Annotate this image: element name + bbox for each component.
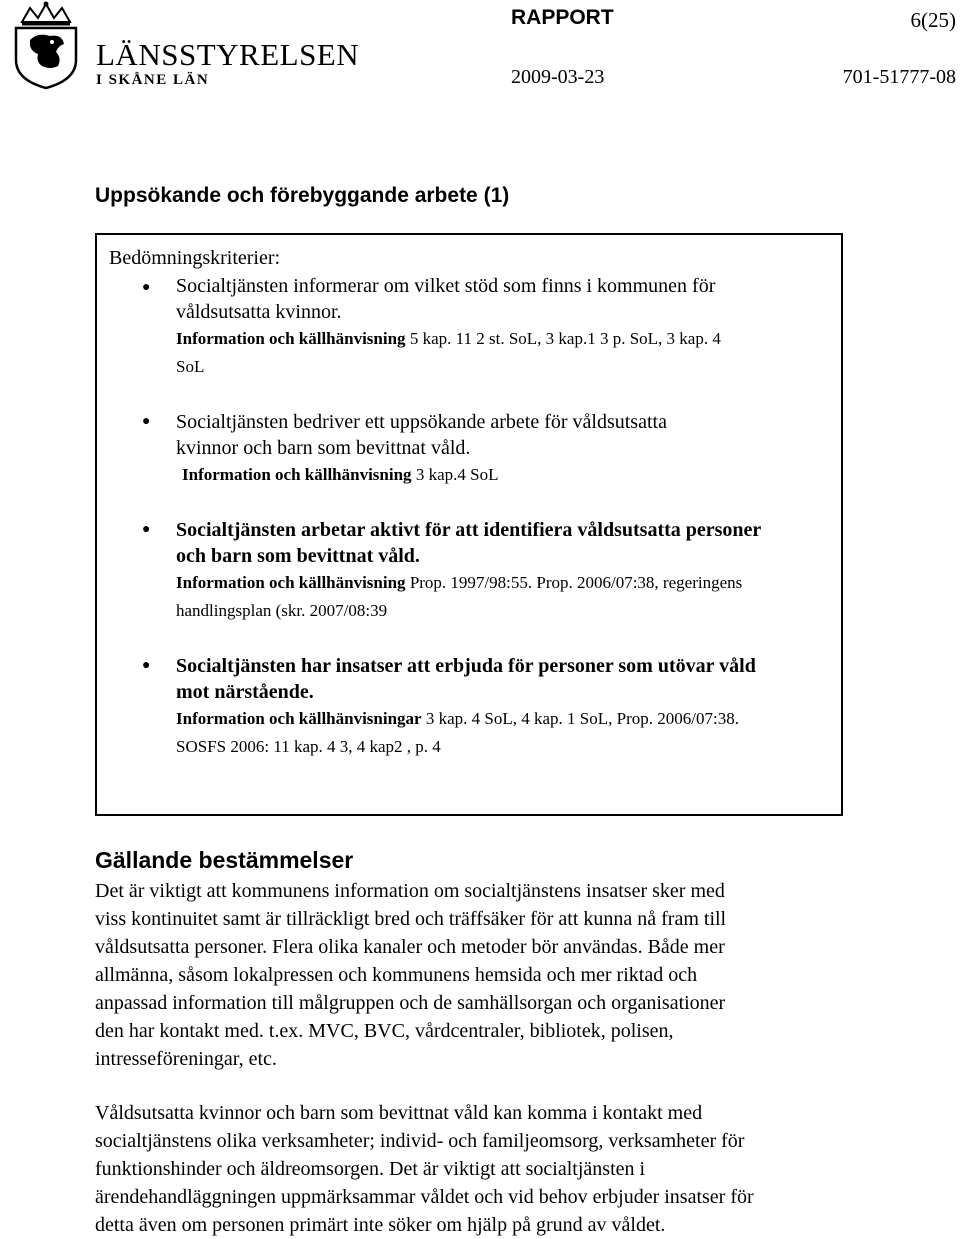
bullet-icon: ● — [142, 522, 151, 537]
criteria-line: Socialtjänsten bedriver ett uppsökande arbete för våldsutsatta — [176, 411, 667, 433]
reference-label: Information och källhänvisningar — [176, 709, 422, 728]
reference-text: 3 kap. 4 SoL, 4 kap. 1 SoL, Prop. 2006/07:38. — [421, 709, 739, 728]
paragraph — [95, 877, 815, 1073]
reference-text: handlingsplan (skr. 2007/08:39 — [176, 601, 388, 620]
reference-text: SoL — [176, 357, 205, 376]
criteria-box — [95, 233, 843, 816]
paragraph-line: den har kontakt med. t.ex. MVC, BVC, vårdcentraler, bibliotek, polisen, — [95, 1020, 674, 1042]
paragraph-line: detta även om personen primärt inte söker om hjälp på grund av våldet. — [95, 1214, 666, 1236]
reference-label: Information och källhänvisning — [182, 465, 412, 484]
bullet-icon: ● — [142, 658, 151, 673]
reference-text: 3 kap.4 SoL — [411, 465, 499, 484]
document-type: RAPPORT — [511, 6, 614, 29]
criteria-line: mot närstående. — [176, 681, 314, 703]
paragraph-line: socialtjänstens olika verksamheter; individ- och familjeomsorg, verksamheter för — [95, 1130, 745, 1152]
paragraph-line: Det är viktigt att kommunens information om socialtjänstens insatser sker med — [95, 880, 725, 902]
criteria-line: Socialtjänsten informerar om vilket stöd som finns i kommunen för — [176, 275, 716, 297]
criteria-line: Socialtjänsten arbetar aktivt för att identifiera våldsutsatta personer — [176, 519, 762, 541]
paragraph-line: anpassad information till målgruppen och de samhällsorgan och organisationer — [95, 992, 726, 1014]
reference-label: Information och källhänvisning — [176, 329, 406, 348]
paragraph-line: ärendehandläggningen uppmärksammar våldet och vid behov erbjuder insatser för — [95, 1186, 754, 1208]
reference-label: Information och källhänvisning — [176, 573, 406, 592]
criteria-text — [176, 409, 836, 461]
paragraph-line: allmänna, såsom lokalpressen och kommunens hemsida och mer riktad och — [95, 964, 698, 986]
criteria-text — [176, 653, 836, 705]
bullet-icon: ● — [142, 414, 151, 429]
reference-text: SOSFS 2006: 11 kap. 4 3, 4 kap2 , p. 4 — [176, 737, 441, 756]
criteria-text — [176, 517, 836, 569]
criteria-line: Socialtjänsten har insatser att erbjuda för personer som utövar våld — [176, 655, 756, 677]
reference-text: 5 kap. 11 2 st. SoL, 3 kap.1 3 p. SoL, 3 kap. 4 — [405, 329, 721, 348]
page-number: 6(25) — [910, 8, 956, 32]
criteria-reference — [182, 461, 842, 489]
criteria-line: våldsutsatta kvinnor. — [176, 301, 342, 323]
criteria-text — [176, 273, 836, 325]
criteria-reference — [176, 569, 836, 625]
criteria-reference — [176, 325, 836, 381]
regulations-heading: Gällande bestämmelser — [95, 847, 354, 873]
document-reference: 701-51777-08 — [842, 66, 956, 88]
bullet-icon: ● — [142, 280, 151, 295]
paragraph-line: våldsutsatta personer. Flera olika kanaler och metoder bör användas. Både mer — [95, 936, 725, 958]
paragraph — [95, 1099, 815, 1239]
logo — [0, 0, 360, 90]
paragraph-line: funktionshinder och äldreomsorgen. Det är viktigt att socialtjänsten i — [95, 1158, 646, 1180]
criteria-line: kvinnor och barn som bevittnat våld. — [176, 437, 471, 459]
org-name: LÄNSSTYRELSEN — [96, 37, 360, 72]
section-title: Uppsökande och förebyggande arbete (1) — [95, 184, 510, 207]
paragraph-line: viss kontinuitet samt är tillräckligt bred och träffsäker för att kunna nå fram till — [95, 908, 727, 930]
criteria-line: och barn som bevittnat våld. — [176, 545, 420, 567]
org-subtitle: I SKÅNE LÄN — [96, 72, 210, 88]
reference-text: Prop. 1997/98:55. Prop. 2006/07:38, regeringens — [405, 573, 743, 592]
paragraph-line: Våldsutsatta kvinnor och barn som bevittnat våld kan komma i kontakt med — [95, 1102, 703, 1124]
criteria-heading: Bedömningskriterier: — [109, 247, 281, 269]
crowned-griffin-emblem-icon — [2, 0, 92, 90]
document-date: 2009-03-23 — [511, 66, 605, 88]
criteria-reference — [176, 705, 836, 761]
paragraph-line: intresseföreningar, etc. — [95, 1048, 277, 1070]
